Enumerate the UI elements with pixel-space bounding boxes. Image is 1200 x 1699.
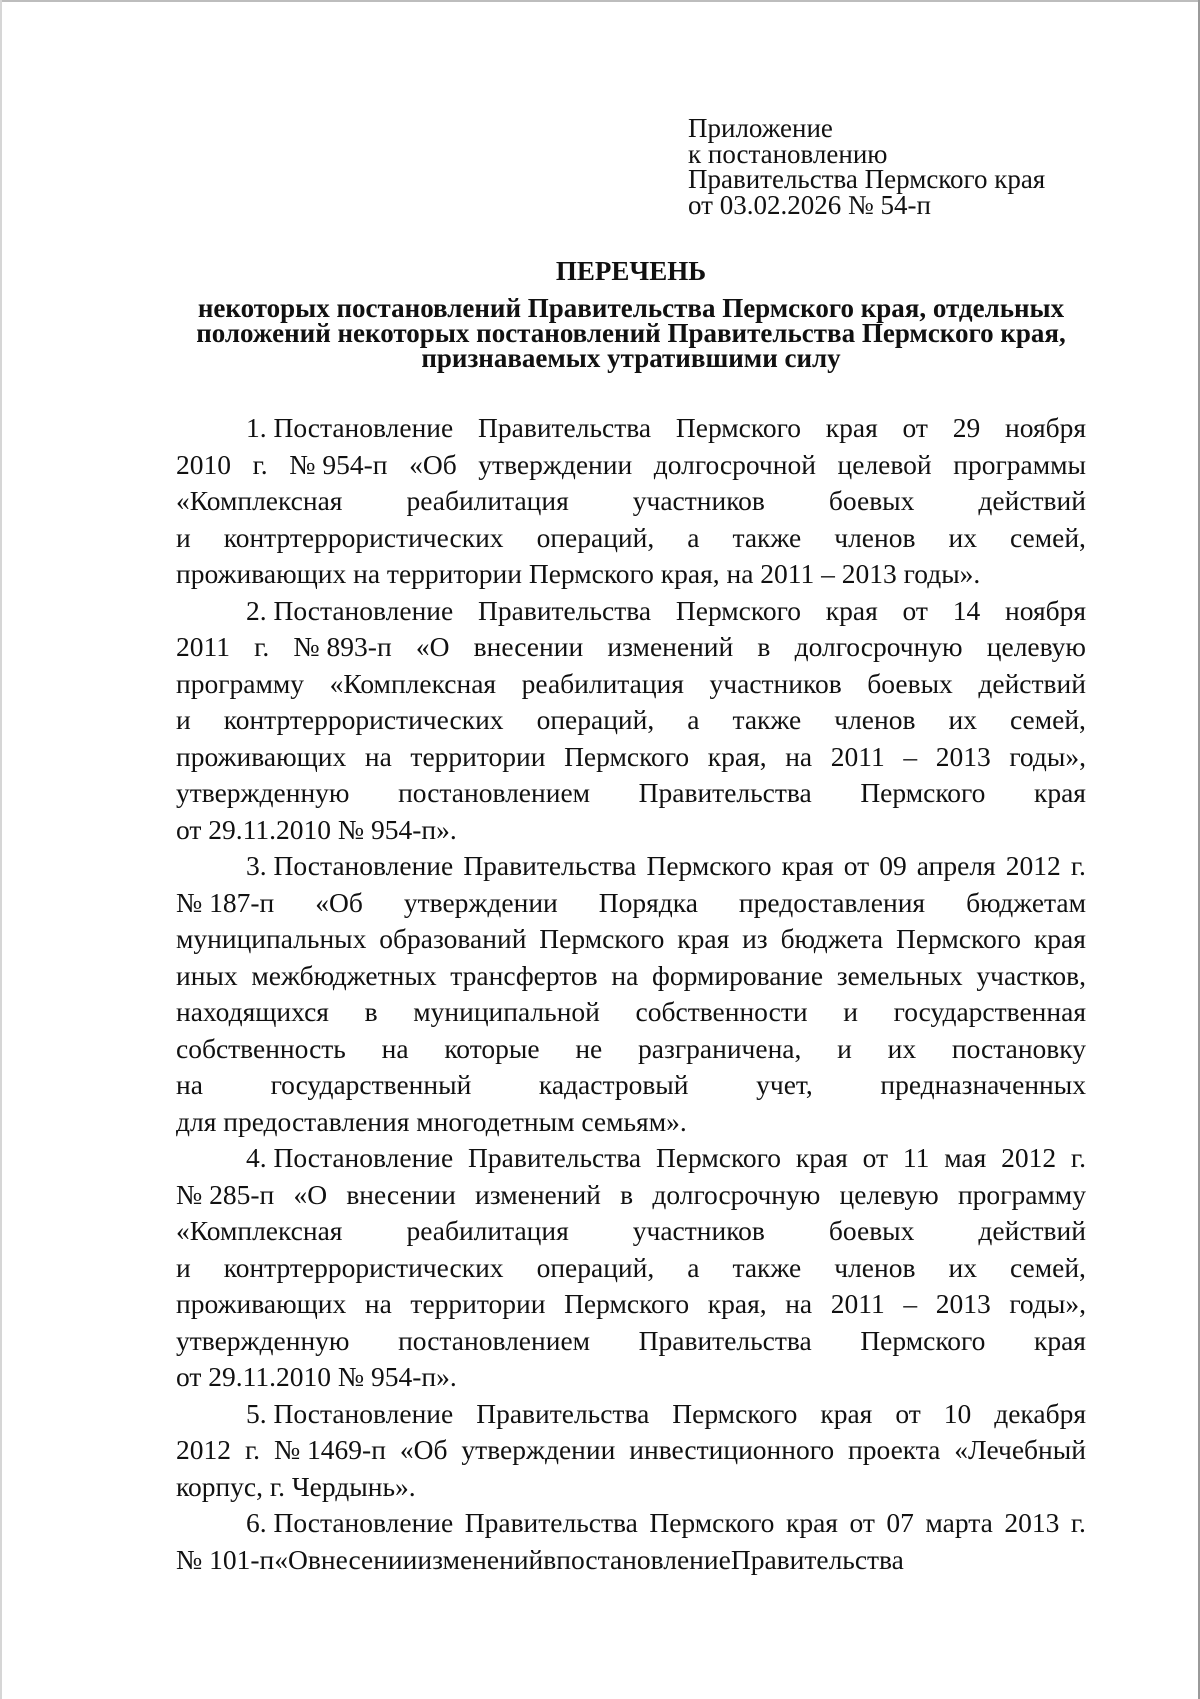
- appendix-line: Приложение: [688, 113, 833, 143]
- word: от: [895, 1397, 921, 1429]
- text-line: [176, 994, 1086, 1031]
- word: 1. Постановление: [246, 412, 454, 443]
- word: 14: [952, 594, 981, 626]
- word: края: [1033, 1324, 1086, 1356]
- word: Правительства: [638, 777, 812, 808]
- word: Правительства: [478, 412, 652, 443]
- word: от: [902, 594, 928, 626]
- word: и: [837, 1032, 852, 1064]
- text-line: [176, 1031, 1086, 1068]
- word: края: [820, 1397, 873, 1429]
- word: долгосрочной: [653, 448, 816, 480]
- word: г.: [1070, 1507, 1086, 1538]
- word: 10: [943, 1397, 972, 1429]
- word: инвестиционного: [629, 1434, 835, 1465]
- appendix-line: к постановлению: [688, 138, 888, 169]
- word: от: [849, 1507, 875, 1538]
- text-line: [176, 1140, 1086, 1177]
- word: их: [948, 1251, 977, 1283]
- word: иных: [176, 959, 238, 991]
- word: целевую: [839, 1178, 939, 1210]
- word: членов: [834, 521, 916, 553]
- word: 2. Постановление: [246, 594, 454, 626]
- word: государственная: [893, 996, 1086, 1027]
- word: действий: [978, 1215, 1086, 1246]
- word: «Комплексная: [176, 485, 343, 516]
- word: Пермского: [649, 1507, 775, 1538]
- word: годы»,: [1009, 740, 1086, 772]
- word: реабилитация: [406, 1215, 569, 1246]
- word: на: [176, 1069, 203, 1100]
- word: № 954-п: [289, 448, 388, 480]
- word: 5. Постановление: [246, 1397, 454, 1429]
- appendix-line: от 03.02.2026 № 54-п: [688, 189, 931, 220]
- word: Пермского: [655, 1142, 782, 1173]
- word: г.: [254, 631, 270, 662]
- word: г.: [1070, 850, 1086, 881]
- word: «Комплексная: [176, 1215, 343, 1246]
- word: –: [903, 1288, 918, 1319]
- word: от: [862, 1142, 889, 1173]
- word: г.: [1070, 1142, 1086, 1173]
- word: внесении: [346, 1178, 456, 1210]
- word: бюджетам: [966, 886, 1086, 918]
- word: края: [795, 1142, 848, 1173]
- appendix-line: Правительства Пермского края: [688, 164, 1046, 194]
- word: также: [732, 1251, 802, 1283]
- word: ноября: [1005, 412, 1086, 443]
- word: от 29.11.2010 № 954-п».: [176, 1361, 457, 1392]
- word: программу: [957, 1178, 1086, 1210]
- word: в: [364, 996, 378, 1027]
- word: а: [687, 704, 700, 735]
- word: не: [575, 1032, 603, 1064]
- decree-list: [176, 410, 1086, 1578]
- text-line: [176, 1542, 1086, 1579]
- word: на: [785, 1288, 813, 1319]
- word: Пермского: [860, 777, 986, 808]
- text-line: [176, 1323, 1086, 1360]
- word: Пермского: [564, 740, 690, 772]
- word: утверждении: [478, 448, 633, 480]
- word: территории: [410, 1288, 546, 1319]
- text-line: [176, 1250, 1086, 1287]
- word: их: [948, 521, 977, 553]
- word: из: [742, 923, 768, 954]
- word: 11: [902, 1142, 930, 1173]
- text-line: [176, 410, 1086, 447]
- word: № 187-п: [176, 886, 275, 918]
- word: утвержденную: [176, 1324, 350, 1356]
- word: в: [620, 1178, 634, 1210]
- word: марта: [925, 1507, 993, 1538]
- word: 6. Постановление: [246, 1507, 454, 1538]
- word: изменений: [607, 631, 734, 662]
- text-line: [176, 1469, 1086, 1506]
- text-line: [176, 556, 1086, 593]
- word: «Комплексная: [329, 667, 497, 699]
- word: боевых: [828, 485, 915, 516]
- word: Пермского: [646, 850, 772, 881]
- subtitle-line: некоторых постановлений Правительства Пермского края, отдельных: [197, 293, 1065, 323]
- word: Пермского: [675, 412, 801, 443]
- word: реабилитация: [406, 485, 569, 516]
- word: 2013: [935, 1288, 991, 1319]
- word: годы»,: [1009, 1288, 1086, 1319]
- decree-item: [176, 593, 1086, 849]
- word: 2012: [176, 1434, 231, 1465]
- word: 2011: [830, 740, 885, 772]
- word: «Об: [399, 1434, 448, 1465]
- word: 2012: [1005, 850, 1061, 881]
- word: государственный: [270, 1069, 472, 1100]
- subtitle-line: положений некоторых постановлений Правительства Пермского края,: [196, 318, 1066, 348]
- word: № 893-п: [293, 631, 392, 662]
- text-line: [176, 666, 1086, 703]
- text-line: [176, 593, 1086, 630]
- word: декабря: [994, 1397, 1086, 1429]
- word: участников: [632, 485, 765, 516]
- word: контртеррористических: [223, 704, 504, 735]
- word: постановлением: [398, 777, 591, 808]
- decree-item: [176, 410, 1086, 593]
- word: апреля: [916, 850, 996, 881]
- word: Пермского: [539, 923, 665, 954]
- document-title: ПЕРЕЧЕНЬ: [555, 256, 707, 286]
- word: Пермского: [860, 1324, 986, 1356]
- word: изменений: [417, 1543, 544, 1575]
- word: 29: [952, 412, 981, 443]
- document-subtitle: [176, 293, 1086, 373]
- word: и: [176, 704, 191, 735]
- word: собственность: [176, 1032, 346, 1064]
- word: 2013: [1004, 1507, 1060, 1538]
- word: проживающих на территории Пермского края, на 2011 – 2013 годы».: [176, 558, 981, 589]
- word: для предоставления многодетным семьям».: [176, 1105, 687, 1137]
- word: целевую: [986, 631, 1086, 662]
- word: проживающих: [176, 1288, 347, 1319]
- word: «Об: [315, 886, 363, 918]
- appendix-block: [688, 113, 1108, 220]
- text-line: [176, 1213, 1086, 1250]
- text-line: [176, 1177, 1086, 1214]
- word: утверждении: [403, 886, 558, 918]
- scan-edge-top: [0, 0, 1200, 2]
- word: края: [677, 923, 730, 954]
- word: целевой: [837, 448, 932, 480]
- word: предназначенных: [880, 1069, 1086, 1100]
- text-line: [176, 958, 1086, 995]
- word: «О: [415, 631, 450, 662]
- scan-edge-left: [0, 0, 2, 1699]
- word: которые: [444, 1032, 540, 1064]
- word: 07: [886, 1507, 914, 1538]
- word: внесении: [307, 1543, 418, 1575]
- word: 2013: [935, 740, 991, 772]
- word: Правительства: [464, 1507, 638, 1538]
- word: № 101-п: [176, 1543, 275, 1575]
- word: № 285-п: [176, 1178, 275, 1210]
- decree-item: [176, 848, 1086, 1140]
- word: членов: [834, 704, 916, 735]
- text-line: [176, 520, 1086, 557]
- word: постановлением: [398, 1324, 591, 1356]
- word: боевых: [867, 667, 953, 699]
- text-line: [176, 812, 1086, 849]
- decree-item: [176, 1396, 1086, 1506]
- word: контртеррористических: [223, 1251, 504, 1283]
- text-line: [176, 629, 1086, 666]
- text-line: [176, 702, 1086, 739]
- word: «Об: [409, 448, 457, 480]
- word: также: [732, 704, 802, 735]
- word: участков,: [976, 959, 1086, 991]
- decree-item: [176, 1505, 1086, 1578]
- word: 3. Постановление: [246, 850, 454, 881]
- word: на: [785, 740, 813, 772]
- word: кадастровый: [538, 1069, 689, 1100]
- word: г.: [252, 448, 268, 480]
- word: семей,: [1009, 704, 1086, 735]
- word: 09: [879, 850, 907, 881]
- word: «О: [293, 1178, 328, 1210]
- word: 2011: [830, 1288, 885, 1319]
- text-line: [176, 848, 1086, 885]
- word: внесении: [473, 631, 584, 662]
- word: края,: [707, 1288, 767, 1319]
- word: членов: [834, 1251, 916, 1283]
- word: проекта: [848, 1434, 941, 1465]
- word: края: [825, 412, 878, 443]
- decree-item: [176, 1140, 1086, 1396]
- word: бюджета: [780, 923, 884, 954]
- word: трансфертов: [450, 959, 598, 991]
- word: от: [843, 850, 870, 881]
- word: боевых: [828, 1215, 915, 1246]
- word: учет,: [756, 1069, 813, 1100]
- word: Правительства: [468, 1142, 642, 1173]
- word: действий: [978, 667, 1086, 699]
- word: на: [611, 959, 639, 991]
- text-line: [176, 447, 1086, 484]
- word: от 29.11.2010 № 954-п».: [176, 813, 457, 845]
- text-line: [176, 739, 1086, 776]
- word: Правительства: [463, 850, 637, 881]
- word: семей,: [1009, 1251, 1086, 1283]
- word: Пермского: [564, 1288, 690, 1319]
- word: «Лечебный: [954, 1434, 1086, 1465]
- word: мая: [944, 1142, 987, 1173]
- word: края: [781, 850, 834, 881]
- word: земельных: [836, 959, 963, 991]
- word: и: [176, 1251, 191, 1283]
- word: проживающих: [176, 740, 347, 772]
- word: Правительства: [638, 1324, 812, 1356]
- word: контртеррористических: [223, 521, 504, 553]
- word: межбюджетных: [251, 959, 437, 991]
- word: края,: [707, 740, 767, 772]
- word: утвержденную: [176, 777, 350, 808]
- word: 4. Постановление: [246, 1142, 454, 1173]
- word: на: [381, 1032, 409, 1064]
- word: на: [364, 1288, 392, 1319]
- word: муниципальной: [413, 996, 600, 1027]
- text-line: [176, 1505, 1086, 1542]
- word: Порядка: [598, 886, 698, 918]
- word: программы: [953, 448, 1086, 480]
- word: г.: [244, 1434, 260, 1465]
- text-line: [176, 775, 1086, 812]
- word: формирование: [652, 959, 824, 991]
- word: в: [757, 631, 771, 662]
- word: 2011: [176, 631, 230, 662]
- word: а: [687, 521, 700, 553]
- text-line: [176, 885, 1086, 922]
- text-line: [176, 1396, 1086, 1433]
- word: от: [902, 412, 928, 443]
- word: в: [543, 1543, 557, 1575]
- word: долгосрочную: [794, 631, 963, 662]
- word: 2010: [176, 448, 231, 480]
- subtitle-line: признаваемых утратившими силу: [421, 343, 841, 373]
- word: изменений: [475, 1178, 601, 1210]
- word: и: [176, 521, 191, 553]
- word: –: [903, 740, 918, 772]
- word: реабилитация: [521, 667, 684, 699]
- word: края: [825, 594, 878, 626]
- word: Правительства: [476, 1397, 650, 1429]
- text-line: [176, 483, 1086, 520]
- word: операций,: [536, 521, 655, 553]
- word: долгосрочную: [652, 1178, 821, 1210]
- word: ноября: [1005, 594, 1086, 626]
- text-line: [176, 1432, 1086, 1469]
- word: находящихся: [176, 996, 329, 1027]
- word: корпус, г. Чердынь».: [176, 1470, 416, 1502]
- word: операций,: [536, 704, 655, 735]
- word: Правительства: [730, 1543, 904, 1575]
- word: № 1469-п: [273, 1434, 386, 1465]
- word: Пермского: [895, 923, 1022, 954]
- word: муниципальных: [176, 923, 367, 954]
- word: на: [364, 740, 392, 772]
- word: образований: [379, 923, 527, 954]
- word: постановку: [951, 1032, 1086, 1064]
- text-line: [176, 921, 1086, 958]
- word: края: [1033, 923, 1086, 954]
- word: программу: [176, 667, 305, 699]
- text-line: [176, 1067, 1086, 1104]
- word: действий: [978, 485, 1086, 516]
- word: 2012: [1001, 1142, 1057, 1173]
- word: «О: [274, 1543, 308, 1575]
- word: а: [687, 1251, 700, 1283]
- word: Пермского: [672, 1397, 798, 1429]
- text-line: [176, 1286, 1086, 1323]
- word: их: [887, 1032, 917, 1064]
- word: операций,: [536, 1251, 655, 1283]
- word: края: [785, 1507, 838, 1538]
- word: постановление: [556, 1543, 731, 1575]
- word: предоставления: [738, 886, 926, 918]
- word: Правительства: [478, 594, 652, 626]
- text-line: [176, 1104, 1086, 1141]
- word: участников: [632, 1215, 765, 1246]
- word: края: [1033, 777, 1086, 808]
- text-line: [176, 1359, 1086, 1396]
- word: разграничена,: [638, 1032, 802, 1064]
- word: территории: [410, 740, 546, 772]
- word: участников: [709, 667, 842, 699]
- word: семей,: [1009, 521, 1086, 553]
- word: Пермского: [675, 594, 801, 626]
- word: собственности: [635, 996, 808, 1027]
- word: также: [732, 521, 802, 553]
- word: и: [843, 996, 858, 1027]
- word: их: [948, 704, 977, 735]
- word: утверждении: [461, 1434, 616, 1465]
